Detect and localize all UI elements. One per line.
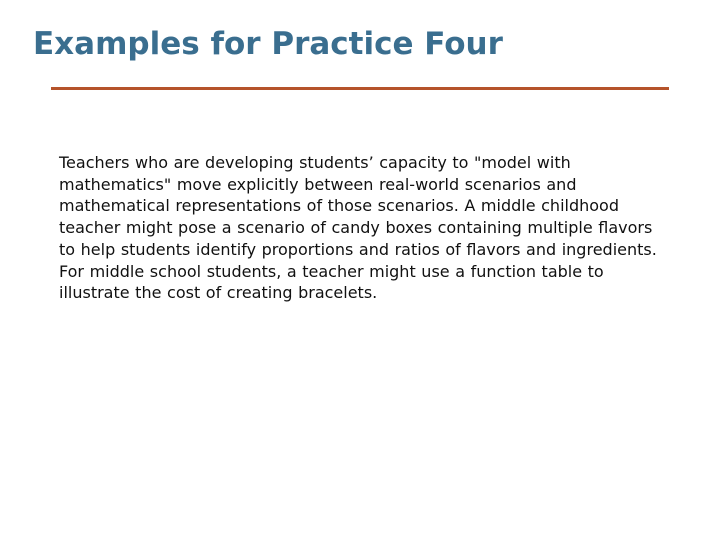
slide-title: Examples for Practice Four — [33, 26, 503, 62]
body-paragraph: Teachers who are developing students’ capacity to "model with mathematics" move explicitly between real-world scenarios and mathematical representations of those scenarios. A middle childhood teacher might pose a scenario of candy boxes containing multiple flavors to help students identify proportions and ratios of flavors and ingredients. For middle school students, a teacher might use a function table to illustrate the cost of creating bracelets. — [59, 153, 657, 303]
title-divider — [51, 87, 669, 90]
